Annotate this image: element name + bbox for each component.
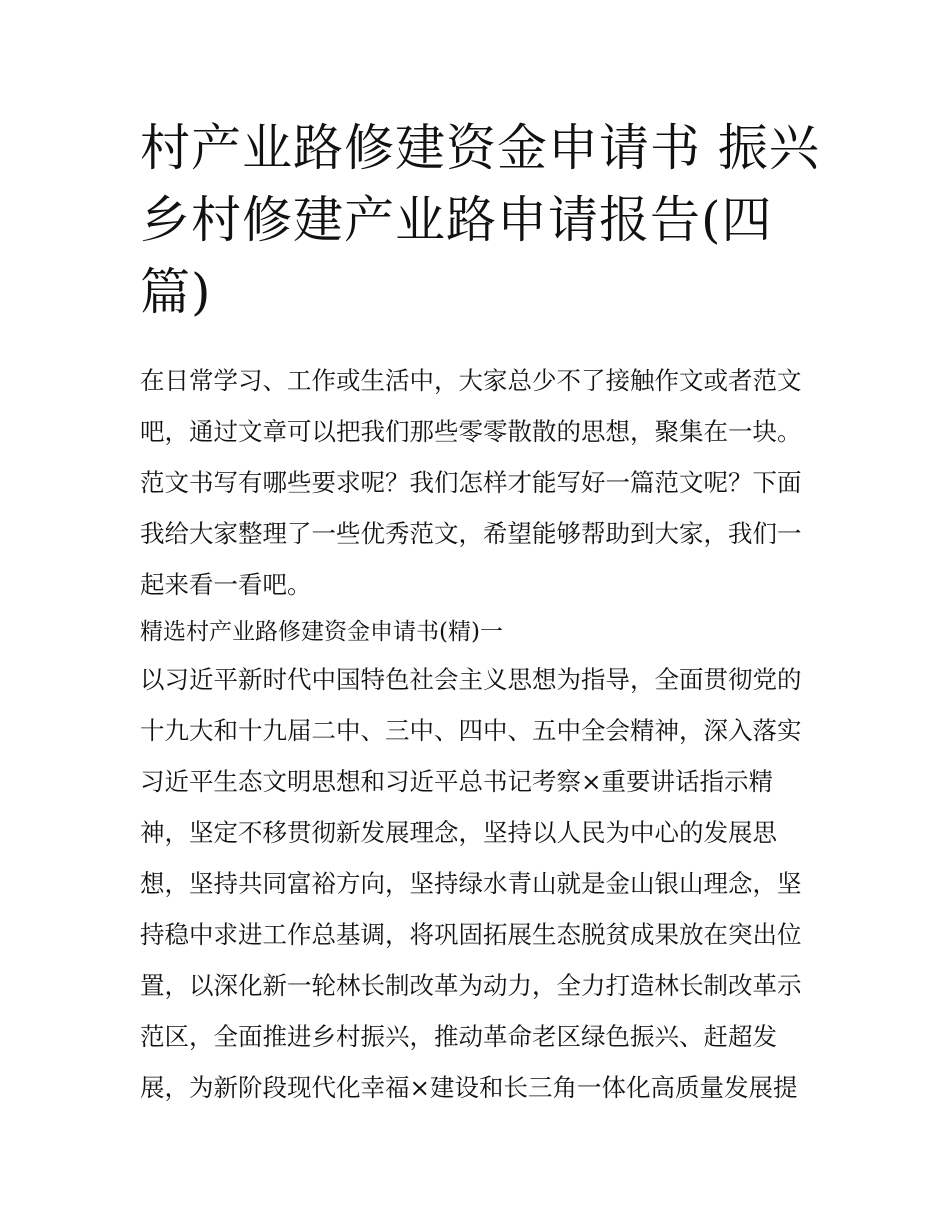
paragraph-line: 置，以深化新一轮林长制改革为动力，全力打造林长制改革示 (140, 971, 802, 1000)
intro-line: 起来看一看吧。 (140, 570, 312, 599)
paragraph-line: 以习近平新时代中国特色社会主义思想为指导，全面贯彻党的 (140, 665, 802, 694)
intro-line: 吧，通过文章可以把我们那些零零散散的思想，聚集在一块。 (140, 417, 802, 446)
section-heading: 精选村产业路修建资金申请书(精)一 (140, 619, 503, 645)
paragraph-line: 展，为新阶段现代化幸福×建设和长三角一体化高质量发展提 (140, 1073, 798, 1102)
document-body (140, 355, 820, 1113)
intro-line: 在日常学习、工作或生活中，大家总少不了接触作文或者范文 (140, 366, 802, 395)
paragraph-line: 神，坚定不移贯彻新发展理念，坚持以人民为中心的发展思 (140, 818, 777, 847)
paragraph-line: 想，坚持共同富裕方向，坚持绿水青山就是金山银山理念，坚 (140, 869, 802, 898)
paragraph-line: 范区，全面推进乡村振兴，推动革命老区绿色振兴、赶超发 (140, 1022, 777, 1051)
title-line: 村产业路修建资金申请书 振兴 (140, 119, 820, 177)
intro-line: 我给大家整理了一些优秀范文，希望能够帮助到大家，我们一 (140, 519, 802, 548)
paragraph-line: 十九大和十九届二中、三中、四中、五中全会精神，深入落实 (140, 716, 802, 745)
document-title (140, 112, 820, 328)
paragraph-line: 持稳中求进工作总基调，将巩固拓展生态脱贫成果放在突出位 (140, 920, 802, 949)
title-line: 篇) (140, 263, 212, 321)
title-line: 乡村修建产业路申请报告(四 (140, 191, 773, 249)
intro-line: 范文书写有哪些要求呢？我们怎样才能写好一篇范文呢？下面 (140, 468, 802, 497)
paragraph-line: 习近平生态文明思想和习近平总书记考察×重要讲话指示精 (140, 767, 774, 796)
